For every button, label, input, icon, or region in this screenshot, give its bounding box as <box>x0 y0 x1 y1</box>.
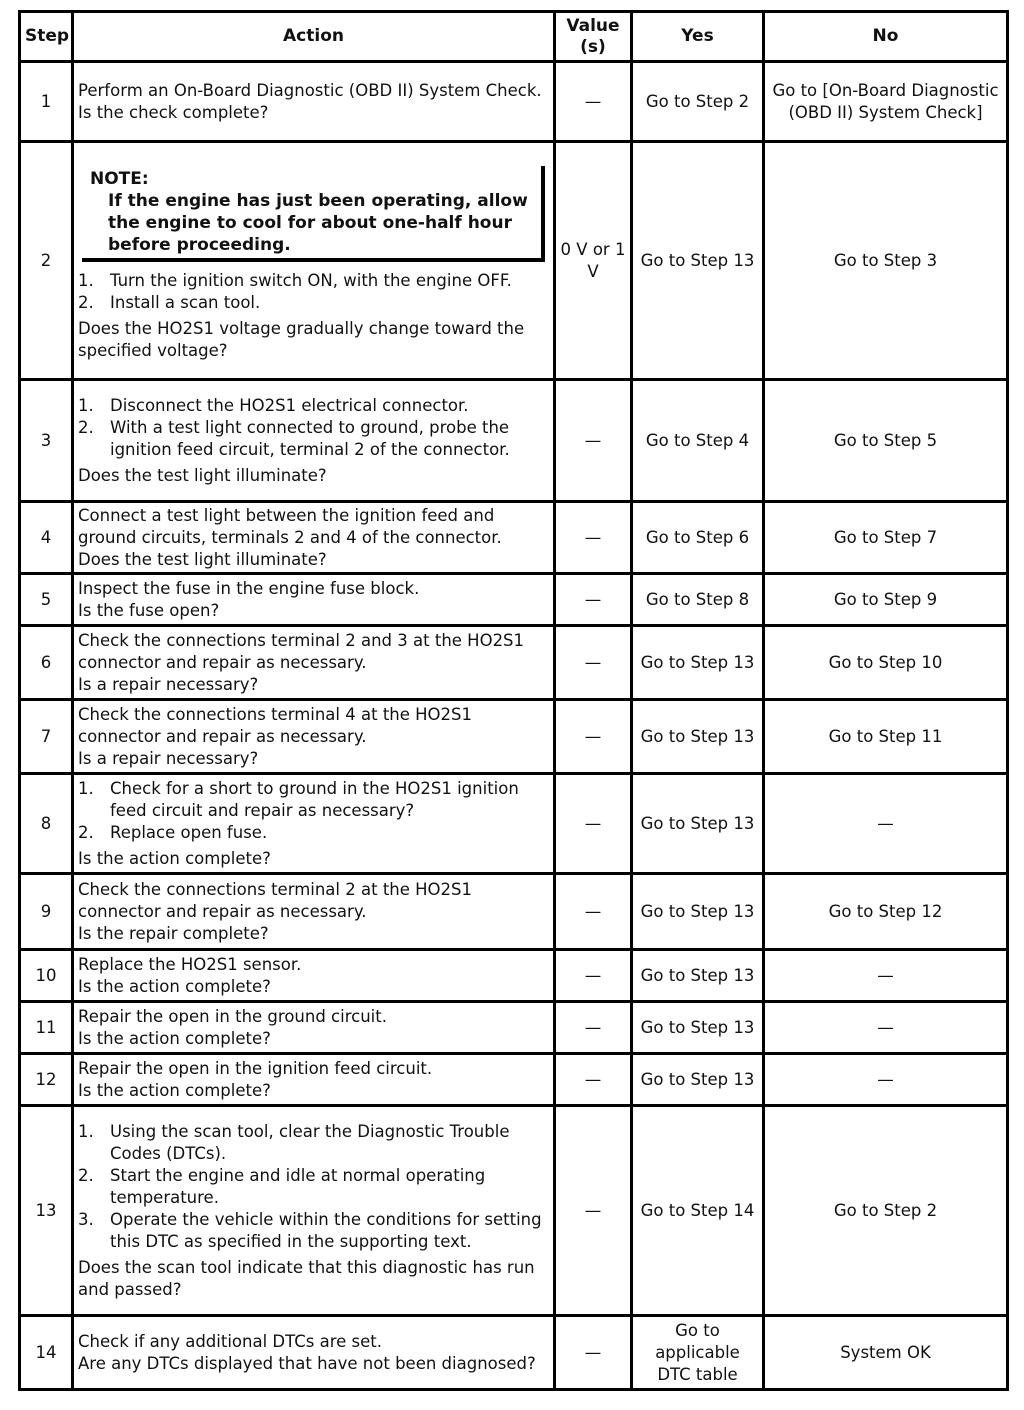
yes-cell: Go to applicable DTC table <box>632 1316 764 1390</box>
step-number: 10 <box>20 950 73 1002</box>
action-line: Repair the open in the ignition feed circuit. <box>78 1058 433 1078</box>
list-item-text: Operate the vehicle within the conditions for setting this DTC as specified in the supporting text. <box>110 1209 542 1251</box>
action-list-item <box>78 822 549 844</box>
note-text: If the engine has just been operating, allow the engine to cool for about one-half hour before proceeding. <box>108 190 528 255</box>
value-cell: — <box>555 1002 632 1054</box>
action-question: Does the HO2S1 voltage gradually change toward the specified voltage? <box>78 318 525 360</box>
no-cell: — <box>764 1002 1008 1054</box>
action-line: Does the test light illuminate? <box>78 549 327 569</box>
action-cell <box>73 142 555 380</box>
diagnostic-table-container <box>18 10 1009 1391</box>
action-cell <box>73 774 555 874</box>
action-list <box>78 395 549 461</box>
step-number: 3 <box>20 380 73 502</box>
action-list <box>78 778 549 844</box>
action-cell <box>73 950 555 1002</box>
action-list-item <box>78 395 549 417</box>
list-item-text: Start the engine and idle at normal operating temperature. <box>110 1165 486 1207</box>
value-cell: — <box>555 574 632 626</box>
step-number: 13 <box>20 1106 73 1316</box>
diagnostic-table <box>18 10 1009 1391</box>
yes-cell: Go to Step 2 <box>632 62 764 142</box>
list-item-number: 2. <box>78 1165 94 1185</box>
yes-cell: Go to Step 4 <box>632 380 764 502</box>
yes-cell: Go to Step 13 <box>632 626 764 700</box>
no-cell: Go to Step 7 <box>764 502 1008 574</box>
action-list-item <box>78 1165 549 1209</box>
value-cell: — <box>555 380 632 502</box>
list-item-number: 2. <box>78 292 94 312</box>
header-value-line2: (s) <box>580 36 606 57</box>
list-item-number: 2. <box>78 822 94 842</box>
action-list <box>78 1121 549 1253</box>
yes-cell: Go to Step 13 <box>632 142 764 380</box>
table-row <box>20 950 1008 1002</box>
action-list-item <box>78 292 549 314</box>
header-no: No <box>764 12 1008 62</box>
no-cell: Go to Step 5 <box>764 380 1008 502</box>
action-cell <box>73 1316 555 1390</box>
table-row <box>20 62 1008 142</box>
header-step: Step <box>20 12 73 62</box>
action-cell <box>73 874 555 950</box>
value-cell: — <box>555 62 632 142</box>
action-cell <box>73 1002 555 1054</box>
action-list-item <box>78 1121 549 1165</box>
no-cell: Go to Step 12 <box>764 874 1008 950</box>
action-line: Check if any additional DTCs are set. <box>78 1331 382 1351</box>
list-item-number: 1. <box>78 395 94 415</box>
value-cell: — <box>555 1054 632 1106</box>
value-cell: — <box>555 1106 632 1316</box>
list-item-number: 1. <box>78 1121 94 1141</box>
table-row <box>20 380 1008 502</box>
header-yes: Yes <box>632 12 764 62</box>
action-line: Is the check complete? <box>78 102 269 122</box>
header-value <box>555 12 632 62</box>
action-cell <box>73 700 555 774</box>
no-cell: Go to Step 3 <box>764 142 1008 380</box>
action-line: Is the repair complete? <box>78 923 269 943</box>
table-row <box>20 626 1008 700</box>
action-cell <box>73 1106 555 1316</box>
action-line: Is the action complete? <box>78 1080 271 1100</box>
yes-cell: Go to Step 13 <box>632 1054 764 1106</box>
action-cell <box>73 62 555 142</box>
step-number: 5 <box>20 574 73 626</box>
table-row <box>20 1054 1008 1106</box>
no-cell: — <box>764 950 1008 1002</box>
table-row <box>20 142 1008 380</box>
no-cell: System OK <box>764 1316 1008 1390</box>
no-cell: Go to Step 2 <box>764 1106 1008 1316</box>
action-cell <box>73 1054 555 1106</box>
header-value-line1: Value <box>566 15 620 36</box>
yes-cell: Go to Step 6 <box>632 502 764 574</box>
list-item-number: 2. <box>78 417 94 437</box>
yes-cell: Go to Step 14 <box>632 1106 764 1316</box>
action-cell <box>73 574 555 626</box>
list-item-text: Check for a short to ground in the HO2S1 ignition feed circuit and repair as necessary? <box>110 778 519 820</box>
action-list <box>78 270 549 314</box>
table-row <box>20 774 1008 874</box>
table-row <box>20 874 1008 950</box>
value-cell: 0 V or 1 V <box>555 142 632 380</box>
header-action: Action <box>73 12 555 62</box>
action-line: Is the fuse open? <box>78 600 220 620</box>
action-line: Connect a test light between the ignition feed and ground circuits, terminals 2 and 4 of the connector. <box>78 505 502 547</box>
list-item-number: 1. <box>78 270 94 290</box>
value-cell: — <box>555 874 632 950</box>
action-line: Check the connections terminal 4 at the HO2S1 connector and repair as necessary. <box>78 704 473 746</box>
table-body <box>20 62 1008 1390</box>
no-cell: — <box>764 1054 1008 1106</box>
action-cell <box>73 626 555 700</box>
action-line: Is the action complete? <box>78 976 271 996</box>
yes-cell: Go to Step 13 <box>632 874 764 950</box>
yes-cell: Go to Step 13 <box>632 950 764 1002</box>
step-number: 14 <box>20 1316 73 1390</box>
table-row <box>20 1106 1008 1316</box>
no-cell: Go to Step 9 <box>764 574 1008 626</box>
list-item-number: 3. <box>78 1209 94 1229</box>
header-row <box>20 12 1008 62</box>
step-number: 6 <box>20 626 73 700</box>
action-line: Repair the open in the ground circuit. <box>78 1006 387 1026</box>
action-line: Perform an On-Board Diagnostic (OBD II) System Check. <box>78 80 542 100</box>
no-cell: Go to [On-Board Diagnostic (OBD II) System Check] <box>764 62 1008 142</box>
action-line: Is a repair necessary? <box>78 748 259 768</box>
action-line: Is the action complete? <box>78 1028 271 1048</box>
action-question: Does the test light illuminate? <box>78 465 327 485</box>
action-list-item <box>78 778 549 822</box>
no-cell: Go to Step 10 <box>764 626 1008 700</box>
list-item-text: Using the scan tool, clear the Diagnostic Trouble Codes (DTCs). <box>110 1121 510 1163</box>
value-cell: — <box>555 626 632 700</box>
no-cell: — <box>764 774 1008 874</box>
action-line: Check the connections terminal 2 and 3 at the HO2S1 connector and repair as necessary. <box>78 630 525 672</box>
step-number: 8 <box>20 774 73 874</box>
no-cell: Go to Step 11 <box>764 700 1008 774</box>
step-number: 9 <box>20 874 73 950</box>
action-list-item <box>78 1209 549 1253</box>
note-label: NOTE: <box>90 168 149 189</box>
action-list-item <box>78 270 549 292</box>
table-row <box>20 574 1008 626</box>
action-question: Is the action complete? <box>78 848 271 868</box>
table-row <box>20 1316 1008 1390</box>
action-line: Check the connections terminal 2 at the HO2S1 connector and repair as necessary. <box>78 879 473 921</box>
action-cell <box>73 380 555 502</box>
action-line: Inspect the fuse in the engine fuse block. <box>78 578 420 598</box>
list-item-text: Turn the ignition switch ON, with the engine OFF. <box>110 270 512 290</box>
yes-cell: Go to Step 13 <box>632 774 764 874</box>
list-item-text: Disconnect the HO2S1 electrical connector. <box>110 395 469 415</box>
list-item-text: Install a scan tool. <box>110 292 261 312</box>
note-box <box>82 166 545 262</box>
value-cell: — <box>555 774 632 874</box>
step-number: 4 <box>20 502 73 574</box>
value-cell: — <box>555 700 632 774</box>
list-item-number: 1. <box>78 778 94 798</box>
table-row <box>20 502 1008 574</box>
action-line: Is a repair necessary? <box>78 674 259 694</box>
table-row <box>20 700 1008 774</box>
value-cell: — <box>555 1316 632 1390</box>
action-list-item <box>78 417 549 461</box>
step-number: 11 <box>20 1002 73 1054</box>
value-cell: — <box>555 502 632 574</box>
list-item-text: Replace open fuse. <box>110 822 268 842</box>
step-number: 2 <box>20 142 73 380</box>
action-line: Replace the HO2S1 sensor. <box>78 954 302 974</box>
yes-cell: Go to Step 8 <box>632 574 764 626</box>
table-row <box>20 1002 1008 1054</box>
action-question: Does the scan tool indicate that this diagnostic has run and passed? <box>78 1257 535 1299</box>
step-number: 1 <box>20 62 73 142</box>
yes-cell: Go to Step 13 <box>632 700 764 774</box>
step-number: 12 <box>20 1054 73 1106</box>
yes-cell: Go to Step 13 <box>632 1002 764 1054</box>
action-cell <box>73 502 555 574</box>
value-cell: — <box>555 950 632 1002</box>
action-line: Are any DTCs displayed that have not been diagnosed? <box>78 1353 536 1373</box>
step-number: 7 <box>20 700 73 774</box>
list-item-text: With a test light connected to ground, probe the ignition feed circuit, terminal 2 of the connector. <box>110 417 510 459</box>
